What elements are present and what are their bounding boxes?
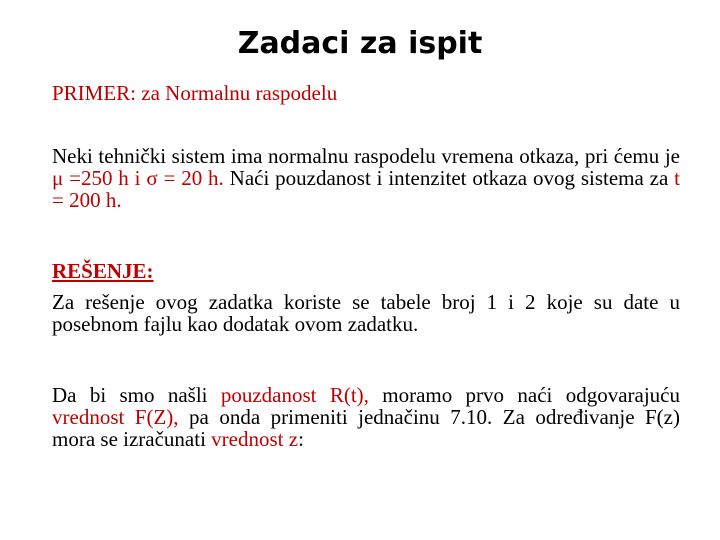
method-value-f: vrednost F(Z), bbox=[52, 405, 179, 429]
problem-text-2: Naći pouzdanost i intenzitet otkaza ovog sistema za bbox=[223, 166, 675, 190]
method-text-3: pa onda primeniti jednačinu 7.10. Za određivanje F(z) mora se izračunati bbox=[52, 405, 680, 451]
solution-text: Za rešenje ovog zadatka koriste se tabele broj 1 i 2 koje su date u posebnom fajlu kao dodatak ovom zadatku. bbox=[52, 290, 680, 336]
method-value-z: vrednost z bbox=[211, 427, 299, 451]
method-text-4: : bbox=[298, 427, 304, 451]
solution-heading: REŠENJE: bbox=[52, 259, 154, 283]
method-paragraph bbox=[52, 384, 680, 450]
method-text-1: Da bi smo našli bbox=[52, 383, 221, 407]
problem-time: t = 200 h. bbox=[52, 166, 680, 212]
problem-statement bbox=[52, 145, 680, 211]
slide-title: Zadaci za ispit bbox=[237, 26, 483, 61]
method-text-2: moramo prvo naći odgovarajuću bbox=[368, 383, 680, 407]
problem-text-1: Neki tehnički sistem ima normalnu raspodelu vremena otkaza, pri ćemu je bbox=[52, 144, 680, 168]
example-label: PRIMER: za Normalnu raspodelu bbox=[52, 81, 338, 105]
problem-parameters: μ =250 h i σ = 20 h. bbox=[52, 166, 224, 190]
method-reliability: pouzdanost R(t), bbox=[220, 383, 369, 407]
